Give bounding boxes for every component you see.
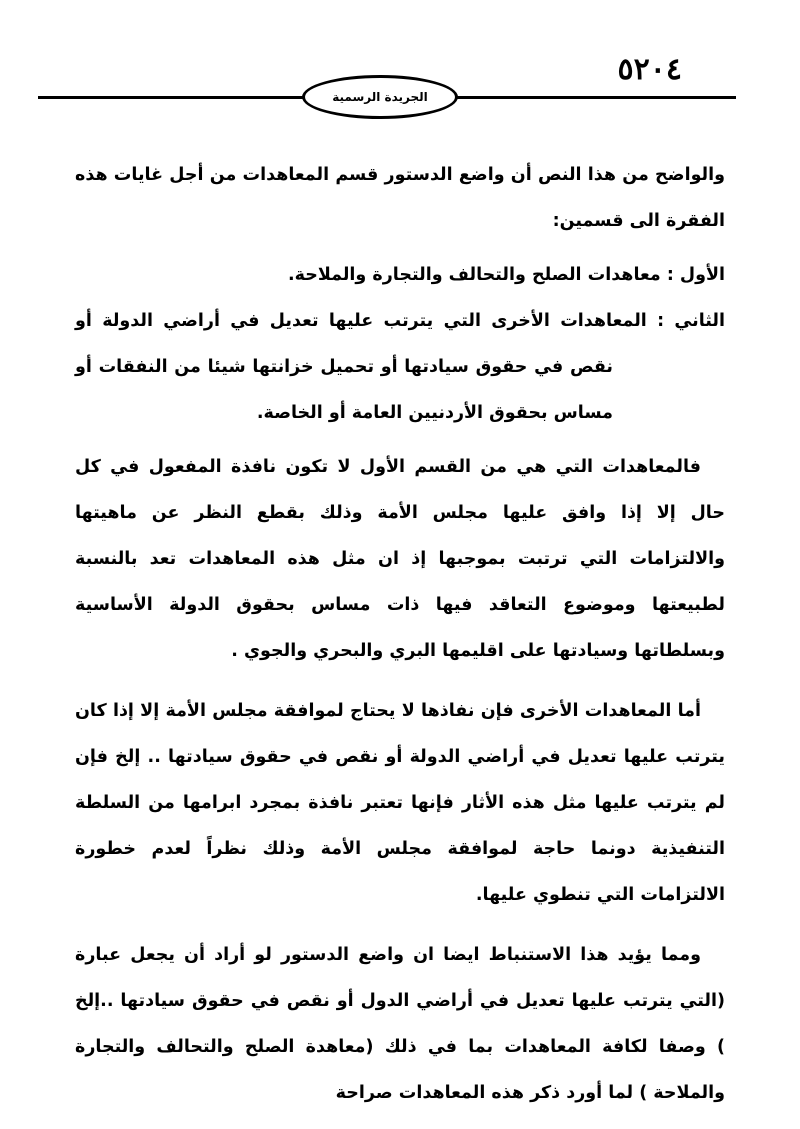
paragraph-other-treaties: أما المعاهدات الأخرى فإن نفاذها لا يحتاج لموافقة مجلس الأمة إلا إذا كان يترتب عليها تعديل في أراضي الدولة أو نقص في حقوق سيادتها .. إلخ فإن لم يترتب عليها مثل هذه الأثار فإنها تعتبر نافذة بمجرد ابرامها من السلطة التنفيذية دونما حاجة لموافقة مجلس الأمة وذلك نظراً لعدم خطورة الالتزامات التي تنطوي عليها.	[75, 701, 725, 905]
document-body	[75, 152, 725, 1116]
list-item-second: الثاني : المعاهدات الأخرى التي يترتب عليها تعديل في أراضي الدولة أو نقص في حقوق سيادتها أو تحميل خزانتها شيئا من النفقات أو مساس بحقوق الأردنيين العامة أو الخاصة.	[75, 311, 725, 423]
gazette-header-oval	[302, 75, 458, 119]
paragraph-inference: ومما يؤيد هذا الاستنباط ايضا ان واضع الدستور لو أراد أن يجعل عبارة (التي يترتب عليها تعديل في أراضي الدول أو نقص في حقوق سيادتها ..إلخ ) وصفا لكافة المعاهدات بما في ذلك (معاهدة الصلح والتحالف والتجارة والملاحة ) لما أورد ذكر هذه المعاهدات صراحة	[75, 945, 725, 1103]
paragraph-intro: والواضح من هذا النص أن واضع الدستور قسم المعاهدات من أجل غايات هذه الفقرة الى قسمين:	[75, 165, 725, 231]
gazette-name: الجريدة الرسمية	[332, 90, 428, 104]
paragraph-first-section: فالمعاهدات التي هي من القسم الأول لا تكون نافذة المفعول في كل حال إلا إذا وافق عليها مجلس الأمة وذلك بقطع النظر عن ماهيتها والالتزامات التي ترتبت بموجبها إذ ان مثل هذه المعاهدات تعد بالنسبة لطبيعتها وموضوع التعاقد فيها ذات مساس بحقوق الدولة الأساسية وبسلطاتها وسيادتها على اقليمها البري والبحري والجوي .	[75, 457, 725, 661]
list-item-first: الأول : معاهدات الصلح والتحالف والتجارة والملاحة.	[287, 265, 725, 285]
page-number: ٥٢٠٤	[617, 52, 682, 87]
